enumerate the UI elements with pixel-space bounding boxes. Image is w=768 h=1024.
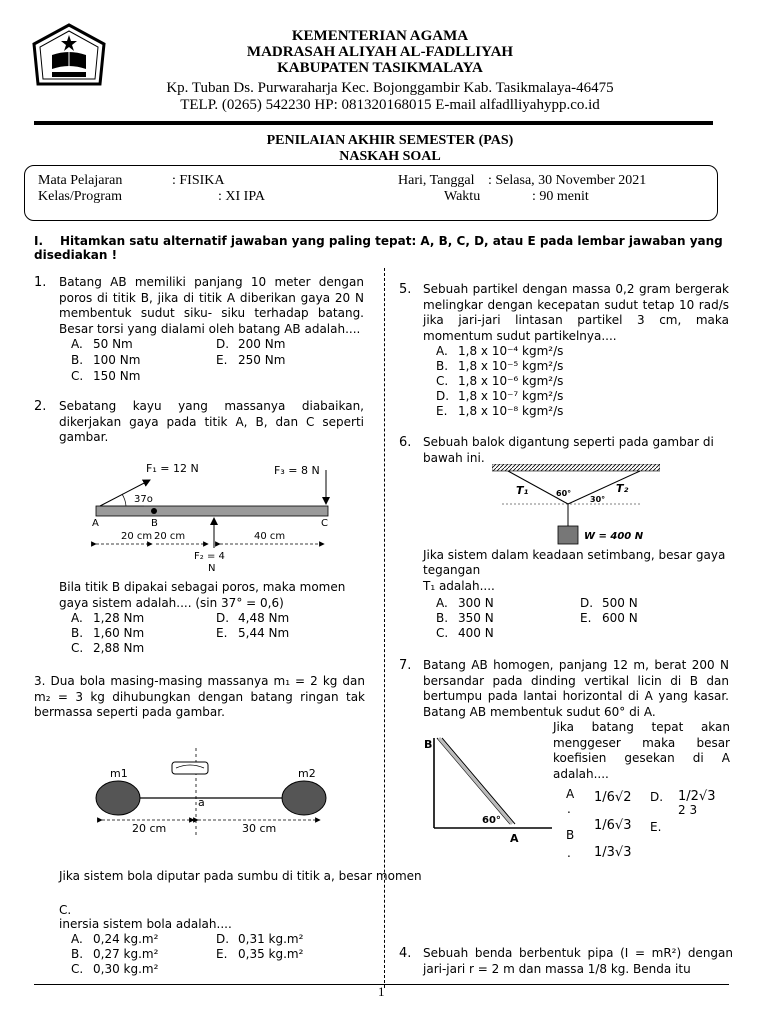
- q5-option-b[interactable]: B. 1,8 x 10⁻⁵ kgm²/s: [436, 359, 564, 373]
- angle-30: 30°: [590, 495, 606, 504]
- ball-m1: [96, 781, 140, 815]
- q6-option-d[interactable]: D. 500 N: [580, 596, 638, 610]
- point-c: C: [321, 518, 328, 529]
- time-label: Waktu: [444, 189, 481, 204]
- q7-option-b-value[interactable]: 1/6√3: [594, 818, 632, 833]
- q2-text2: Bila titik B dipakai sebagai poros, maka momen gaya sistem adalah.... (sin 37° = 0,6): [59, 580, 346, 610]
- ladder-bar: [439, 738, 512, 824]
- q3-text3: inersia sistem bola adalah....: [59, 917, 232, 931]
- q2-option-b[interactable]: B. 1,60 Nm: [71, 626, 145, 640]
- q3-option-e[interactable]: E. 0,35 kg.m²: [216, 947, 304, 961]
- class-label: Kelas/Program: [38, 189, 122, 204]
- f2-unit: N: [208, 563, 216, 572]
- q2-text: Sebatang kayu yang massanya diabaikan, dikerjakan gaya pada titik A, B, dan C seperti gambar.: [59, 399, 364, 444]
- q1-number: 1.: [34, 275, 47, 290]
- q7-option-c-value[interactable]: 1/3√3: [594, 845, 632, 860]
- instruction-number: I.: [34, 234, 44, 248]
- dist-m1: 20 cm: [132, 822, 167, 835]
- q6-text3: T₁ adalah....: [423, 579, 495, 593]
- q3-option-a[interactable]: A. 0,24 kg.m²: [71, 932, 159, 946]
- dist-ab: 20 cm: [121, 531, 153, 542]
- exam-title: PENILAIAN AKHIR SEMESTER (PAS): [266, 133, 514, 148]
- school-contact: TELP. (0265) 542230 HP: 081320168015 E-mail alfadlliyahypp.co.id: [180, 97, 600, 113]
- q6-option-b[interactable]: B. 350 N: [436, 611, 494, 625]
- instruction-text: Hitamkan satu alternatif jawaban yang paling tepat: A, B, C, D, atau E pada lembar jawaban yang disediakan !: [34, 234, 723, 262]
- school-name: MADRASAH ALIYAH AL-FADLLIYAH: [246, 44, 514, 60]
- q4-text: Sebuah benda berbentuk pipa (I = mR²) dengan jari-jari r = 2 m dan massa 1/8 kg. Benda itu: [423, 946, 733, 976]
- point-a: A: [92, 518, 99, 529]
- subject-value: : FISIKA: [172, 173, 225, 188]
- ceiling: [492, 464, 660, 471]
- block: [558, 526, 578, 544]
- q6-option-a[interactable]: A. 300 N: [436, 596, 494, 610]
- q7-option-e-label[interactable]: E.: [650, 820, 662, 834]
- q6-text2: Jika sistem dalam keadaan setimbang, besar gaya tegangan: [423, 548, 726, 577]
- header-divider: [34, 121, 713, 125]
- q1-option-c[interactable]: C. 150 Nm: [71, 369, 141, 383]
- m2-label: m2: [298, 767, 316, 780]
- regency-name: KABUPATEN TASIKMALAYA: [277, 60, 483, 76]
- point-b: B: [424, 738, 433, 751]
- point-b: B: [151, 518, 158, 529]
- instruction: [34, 234, 734, 262]
- q7-option-a-value[interactable]: 1/6√2: [594, 790, 632, 805]
- q7-text: Batang AB homogen, panjang 12 m, berat 200 N bersandar pada dinding vertikal licin di B dan bertumpu pada lantai horizontal di A yang kasar. Batang AB membentuk sudut 60° di A.: [423, 658, 729, 719]
- angle-60: 60°: [556, 489, 572, 498]
- beam: [96, 506, 328, 516]
- q5-number: 5.: [399, 282, 412, 297]
- q2-option-c[interactable]: C. 2,88 Nm: [71, 641, 145, 655]
- q1-option-a[interactable]: A. 50 Nm: [71, 337, 133, 351]
- m1-label: m1: [110, 767, 128, 780]
- q7-option-d-extra: 2 3: [678, 803, 698, 817]
- angle-label: 37o: [134, 494, 153, 505]
- q7-option-d-label[interactable]: D.: [650, 790, 664, 804]
- class-value: : XI IPA: [218, 189, 265, 204]
- q6-option-c[interactable]: C. 400 N: [436, 626, 494, 640]
- point-a: A: [510, 832, 519, 845]
- q3-option-d[interactable]: D. 0,31 kg.m²: [216, 932, 304, 946]
- q2-option-e[interactable]: E. 5,44 Nm: [216, 626, 290, 640]
- q3-option-b[interactable]: B. 0,27 kg.m²: [71, 947, 159, 961]
- page-number: 1: [378, 984, 385, 999]
- q6-option-e[interactable]: E. 600 N: [580, 611, 638, 625]
- q4-number: 4.: [399, 946, 412, 961]
- f3-label: F₃ = 8 N: [274, 464, 320, 477]
- dist-f2-c: 40 cm: [254, 531, 286, 542]
- q3-option-c[interactable]: C. 0,30 kg.m²: [71, 962, 159, 976]
- q6-text: Sebuah balok digantung seperti pada gambar di bawah ini.: [423, 435, 714, 465]
- ministry-name: KEMENTERIAN AGAMA: [291, 28, 469, 44]
- time-value: : 90 menit: [532, 189, 589, 204]
- dist-b-f2: 20 cm: [154, 531, 186, 542]
- t1-label: T₁: [516, 484, 529, 497]
- q7-option-d-value[interactable]: 1/2√3: [678, 789, 716, 804]
- q3-stray-label: C.: [59, 903, 72, 917]
- q6-hanging-block-diagram: [492, 464, 660, 546]
- date-value: : Selasa, 30 November 2021: [488, 173, 647, 188]
- q7-option-b-label[interactable]: B: [566, 828, 575, 842]
- q2-option-a[interactable]: A. 1,28 Nm: [71, 611, 145, 625]
- ball-m2: [282, 781, 326, 815]
- q7-ladder-diagram: [424, 734, 554, 846]
- q5-option-d[interactable]: D. 1,8 x 10⁻⁷ kgm²/s: [436, 389, 564, 403]
- q2-option-d[interactable]: D. 4,48 Nm: [216, 611, 290, 625]
- q1-text: Batang AB memiliki panjang 10 meter dengan poros di titik B, jika di titik A diberikan gaya 20 N membentuk sudut siku- siku terhadap batang. Besar torsi yang dialami oleh batang AB adalah....: [59, 275, 364, 336]
- f2-label: F₂ = 4: [194, 551, 225, 562]
- pivot-b: [151, 508, 157, 514]
- q3-dumbbell-diagram: [90, 748, 360, 838]
- q3-text2: Jika sistem bola diputar pada sumbu di titik a, besar momen: [59, 869, 422, 883]
- f1-label: F₁ = 12 N: [146, 462, 199, 475]
- date-label: Hari, Tanggal: [398, 173, 475, 188]
- q7-option-b-dot: .: [567, 846, 571, 860]
- q2-force-diagram: [88, 460, 348, 572]
- dist-m2: 30 cm: [242, 822, 277, 835]
- angle-label: 60°: [482, 815, 501, 826]
- q1-option-e[interactable]: E. 250 Nm: [216, 353, 286, 367]
- q3-text: 3. Dua bola masing-masing massanya m₁ = 2 kg dan m₂ = 3 kg dihubungkan dengan batang ringan tak bermassa seperti pada gambar.: [34, 674, 365, 719]
- exam-subtitle: NASKAH SOAL: [339, 149, 441, 164]
- axis-label: a: [198, 796, 205, 809]
- subject-label: Mata Pelajaran: [38, 173, 123, 188]
- weight-label: W = 400 N: [584, 531, 644, 542]
- q7-number: 7.: [399, 658, 412, 673]
- q7-option-a-label[interactable]: A: [566, 787, 575, 801]
- q5-text: Sebuah partikel dengan massa 0,2 gram bergerak melingkar dengan kecepatan sudut tetap 10 rad/s jika jari-jari lintasan partikel 3 cm, maka momentum sudut partikelnya....: [423, 282, 729, 343]
- t2-label: T₂: [616, 482, 629, 495]
- q5-option-a[interactable]: A. 1,8 x 10⁻⁴ kgm²/s: [436, 344, 564, 358]
- q1-option-b[interactable]: B. 100 Nm: [71, 353, 141, 367]
- q7-text2: Jika batang tepat akan menggeser maka besar koefisien gesekan di A adalah....: [553, 720, 730, 781]
- q7-option-a-dot: .: [567, 802, 571, 816]
- q6-number: 6.: [399, 435, 412, 450]
- q5-option-c[interactable]: C. 1,8 x 10⁻⁶ kgm²/s: [436, 374, 564, 388]
- q2-number: 2.: [34, 399, 47, 414]
- q1-option-d[interactable]: D. 200 Nm: [216, 337, 286, 351]
- school-address: Kp. Tuban Ds. Purwaraharja Kec. Bojonggambir Kab. Tasikmalaya-46475: [166, 80, 614, 96]
- q5-option-e[interactable]: E. 1,8 x 10⁻⁸ kgm²/s: [436, 404, 564, 418]
